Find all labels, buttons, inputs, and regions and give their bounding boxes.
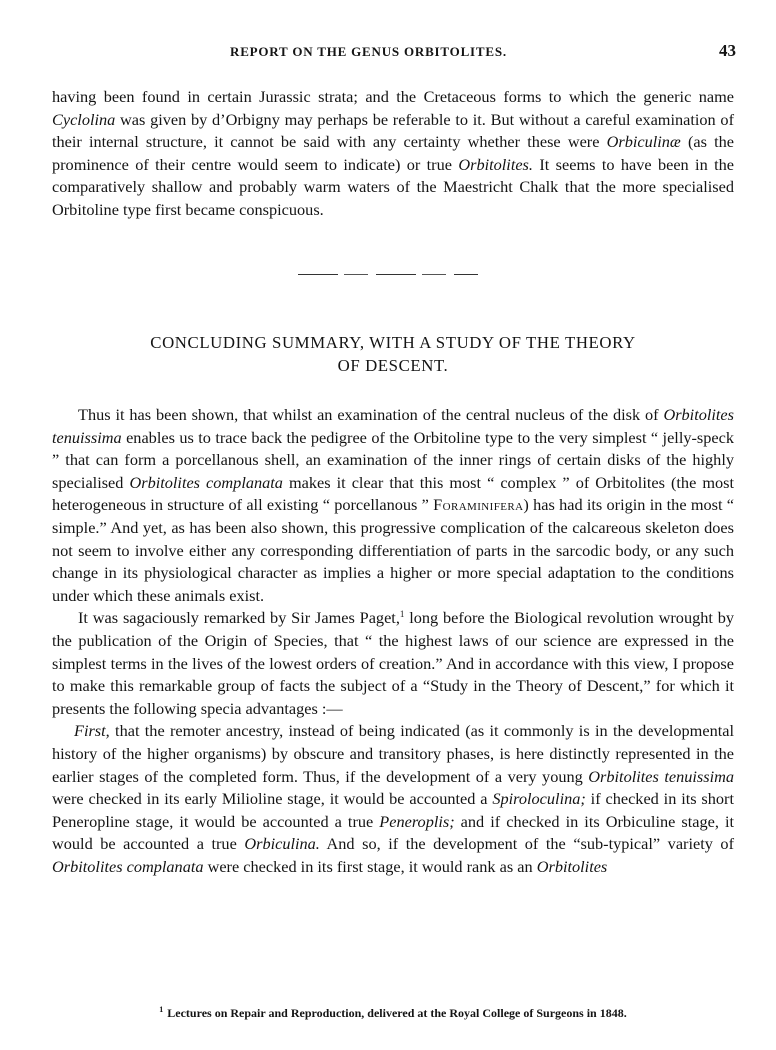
paragraph-paget: It was sagaciously remarked by Sir James Paget,$^1$ long before the Biological revolution wrought by the publication of the Origin of Species, that “ the highest laws of our science are expressed in the simplest terms in the lives of the lowest orders of creation.” And in accordance with this view, I propose to make this remarkable group of facts the subject of a “Study in the Theory of Descent,” for which it presents the following specia advantages :— xyxy=(52,608,735,718)
paragraph-first-advantage: First, that the remoter ancestry, instead of being indicated (as it commonly is in the developmental history of the higher organisms) by obscure and transitory phases, is here distinctly represented in the earlier stages of the completed form. Thus, if the development of a very young Orbitolites tenuissima were checked in its early Milioline stage, it would be accounted a Spiroloculina; if checked in its short Peneropline stage, it would be accounted a true Peneroplis; and if checked in its Orbiculine stage, it would be accounted a true Orbiculina. And so, if the development of the “sub-typical” variety of Orbitolites complanata were checked in its first stage, it would rank as an Orbitolites xyxy=(52,721,735,876)
section-body xyxy=(52,404,734,878)
page-number: 43 xyxy=(719,41,736,60)
heading-line-1: CONCLUDING SUMMARY, WITH A STUDY OF THE THEORY xyxy=(150,333,636,352)
paragraph-jurassic-cretaceous: having been found in certain Jurassic strata; and the Cretaceous forms to which the generic name Cyclolina was given by d’Orbigny may perhaps be referable to it. But without a careful examination of their internal structure, it cannot be said with any certainty whether these were Orbiculinæ (as the prominence of their centre would seem to indicate) or true Orbitolites. It seems to have been in the comparatively shallow and probably warm waters of the Maestricht Chalk that the more specialised Orbitoline type first became conspicuous. xyxy=(52,87,735,219)
running-title: REPORT ON THE GENUS ORBITOLITES. xyxy=(230,44,507,59)
footnote-marker: 1 xyxy=(399,609,405,620)
footnote xyxy=(52,1005,734,1021)
footnote-number: 1 xyxy=(159,1005,164,1014)
section-divider xyxy=(298,274,478,275)
heading-line-2: OF DESCENT. xyxy=(337,356,449,375)
section-heading xyxy=(52,331,734,377)
footnote-text: Lectures on Repair and Reproduction, delivered at the Royal College of Surgeons in 1848. xyxy=(167,1006,627,1020)
paragraph-summary: Thus it has been shown, that whilst an examination of the central nucleus of the disk of Orbitolites tenuissima enables us to trace back the pedigree of the Orbitoline type to the very simplest “ jelly-speck ” that can form a porcellanous shell, an examination of the inner rings of certain disks of the highly specialised Orbitolites complanata makes it clear that this most “ complex ” of Orbitolites (the most heterogeneous in structure of all existing “ porcellanous ” Foraminifera) has had its origin in the most “ simple.” And yet, as has been also shown, this progressive complication of the calcareous skeleton does not seem to involve either any corresponding differentiation of parts in the sarcodic body, or any such change in its physiological character as implies a higher or more special adaptation to the conditions under which these animals exist. xyxy=(52,405,734,605)
